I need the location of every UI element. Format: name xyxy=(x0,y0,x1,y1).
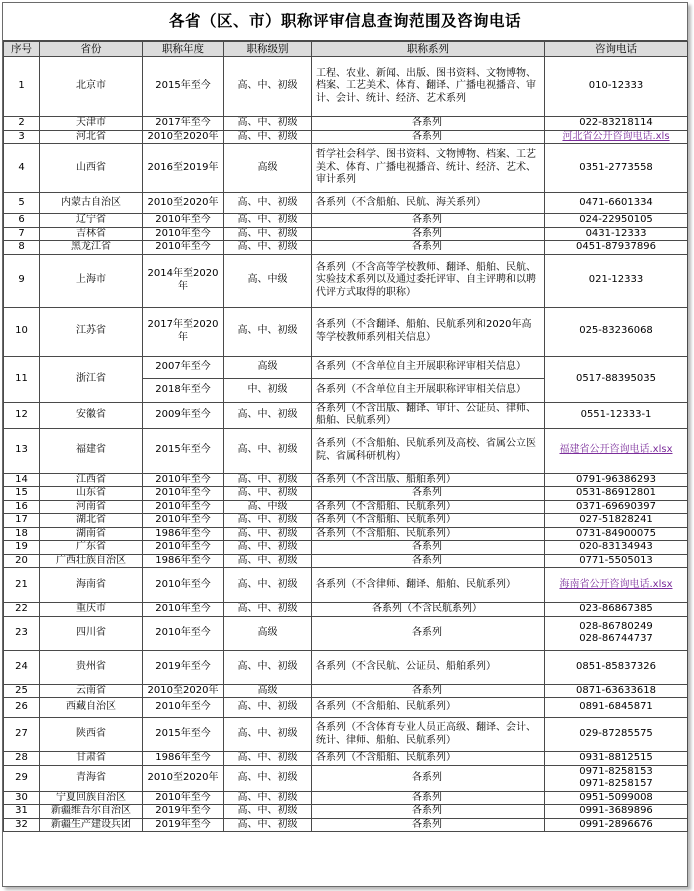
cell-province: 广东省 xyxy=(40,541,143,555)
phone-number: 0971-8258153 xyxy=(579,765,653,777)
cell-year: 2010至2020年 xyxy=(143,765,224,791)
header-year: 职称年度 xyxy=(143,42,224,57)
cell-level: 高、中级 xyxy=(224,254,312,307)
cell-province: 安徽省 xyxy=(40,402,143,428)
table-row xyxy=(4,791,688,805)
cell-province: 河北省 xyxy=(40,130,143,144)
table-row xyxy=(4,214,688,228)
cell-level: 高、中、初级 xyxy=(224,117,312,131)
cell-phone: 0451-87937896 xyxy=(545,241,688,255)
table-row xyxy=(4,514,688,528)
table-row xyxy=(4,568,688,603)
cell-no: 2 xyxy=(4,117,40,131)
cell-no: 19 xyxy=(4,541,40,555)
cell-year: 2010年至今 xyxy=(143,541,224,555)
document-page xyxy=(2,2,688,887)
cell-year: 2009年至今 xyxy=(143,402,224,428)
cell-level: 高、中、初级 xyxy=(224,698,312,718)
cell-series: 各系列 xyxy=(312,487,545,501)
cell-series: 各系列（不含律师、翻译、船舶、民航系列） xyxy=(312,568,545,603)
cell-year: 2010年至今 xyxy=(143,603,224,617)
cell-phone: 0371-69690397 xyxy=(545,500,688,514)
cell-phone: 020-83134943 xyxy=(545,541,688,555)
cell-level: 高、中、初级 xyxy=(224,527,312,541)
cell-province: 湖南省 xyxy=(40,527,143,541)
cell-province: 云南省 xyxy=(40,684,143,698)
cell-no: 1 xyxy=(4,57,40,117)
cell-no: 31 xyxy=(4,805,40,819)
cell-series: 各系列 xyxy=(312,241,545,255)
phone-number: 028-86780249 xyxy=(579,620,653,632)
cell-province: 天津市 xyxy=(40,117,143,131)
cell-no: 17 xyxy=(4,514,40,528)
table-row xyxy=(4,487,688,501)
cell-level: 高、中、初级 xyxy=(224,402,312,428)
cell-series: 各系列 xyxy=(312,117,545,131)
header-level: 职称级别 xyxy=(224,42,312,57)
cell-no: 13 xyxy=(4,428,40,473)
table-row xyxy=(4,765,688,791)
table-row xyxy=(4,650,688,684)
cell-series: 各系列（不含体育专业人员正高级、翻译、会计、统计、律师、船舶、民航系列） xyxy=(312,718,545,752)
cell-phone: 0351-2773558 xyxy=(545,144,688,193)
cell-no: 27 xyxy=(4,718,40,752)
cell-province: 湖北省 xyxy=(40,514,143,528)
cell-no: 5 xyxy=(4,193,40,214)
cell-phone: 0991-3689896 xyxy=(545,805,688,819)
table-row xyxy=(4,554,688,568)
cell-no: 32 xyxy=(4,818,40,832)
cell-phone: 0991-2896676 xyxy=(545,818,688,832)
cell-phone: 022-83218114 xyxy=(545,117,688,131)
cell-level: 高、中、初级 xyxy=(224,514,312,528)
cell-province: 新疆维吾尔自治区 xyxy=(40,805,143,819)
cell-level: 中、初级 xyxy=(224,378,312,402)
cell-level: 高级 xyxy=(224,616,312,650)
cell-series: 各系列 xyxy=(312,791,545,805)
cell-series: 各系列（不含船舶、民航系列） xyxy=(312,698,545,718)
cell-year: 2010年至今 xyxy=(143,616,224,650)
table-row xyxy=(4,144,688,193)
table-row xyxy=(4,818,688,832)
cell-no: 12 xyxy=(4,402,40,428)
cell-year: 2010年至今 xyxy=(143,791,224,805)
cell-phone: 0931-8812515 xyxy=(545,752,688,766)
cell-province: 辽宁省 xyxy=(40,214,143,228)
cell-year: 2010至2020年 xyxy=(143,130,224,144)
cell-phone: 0951-5099008 xyxy=(545,791,688,805)
cell-year: 2007年至今 xyxy=(143,356,224,378)
table-row xyxy=(4,307,688,356)
cell-province: 青海省 xyxy=(40,765,143,791)
cell-no: 29 xyxy=(4,765,40,791)
table-row xyxy=(4,684,688,698)
cell-no: 20 xyxy=(4,554,40,568)
cell-year: 2015年至今 xyxy=(143,57,224,117)
table-row xyxy=(4,254,688,307)
cell-no: 8 xyxy=(4,241,40,255)
page-title: 各省（区、市）职称评审信息查询范围及咨询电话 xyxy=(3,3,687,41)
cell-year: 2010至2020年 xyxy=(143,684,224,698)
cell-year: 2010年至今 xyxy=(143,241,224,255)
cell-phone: 0851-85837326 xyxy=(545,650,688,684)
cell-level: 高、中、初级 xyxy=(224,818,312,832)
cell-series: 哲学社会科学、图书资料、文物博物、档案、工艺美术、体育、广播电视播音、统计、经济、艺术、审计系列 xyxy=(312,144,545,193)
cell-year: 2010年至今 xyxy=(143,514,224,528)
cell-province: 山东省 xyxy=(40,487,143,501)
cell-no: 25 xyxy=(4,684,40,698)
cell-level: 高、中、初级 xyxy=(224,227,312,241)
cell-year: 2019年至今 xyxy=(143,650,224,684)
header-series: 职称系列 xyxy=(312,42,545,57)
table-header-row xyxy=(4,42,688,57)
cell-year: 2017年至2020年 xyxy=(143,307,224,356)
table-row xyxy=(4,356,688,378)
cell-series: 各系列（不含高等学校教师、翻译、船舶、民航、实验技术系列以及通过委托评审、自主评聘和以聘代评方式取得的职称） xyxy=(312,254,545,307)
cell-year: 2010年至今 xyxy=(143,500,224,514)
cell-no: 3 xyxy=(4,130,40,144)
table-row xyxy=(4,541,688,555)
cell-no: 11 xyxy=(4,356,40,402)
cell-series: 各系列 xyxy=(312,616,545,650)
cell-year: 2014年至2020年 xyxy=(143,254,224,307)
cell-level: 高、中、初级 xyxy=(224,791,312,805)
cell-phone: 0431-12333 xyxy=(545,227,688,241)
cell-year: 2015年至今 xyxy=(143,718,224,752)
cell-level: 高、中级 xyxy=(224,500,312,514)
cell-year: 2010年至今 xyxy=(143,473,224,487)
table-row xyxy=(4,117,688,131)
cell-province: 北京市 xyxy=(40,57,143,117)
cell-no: 28 xyxy=(4,752,40,766)
cell-no: 24 xyxy=(4,650,40,684)
cell-year: 1986年至今 xyxy=(143,752,224,766)
cell-series: 工程、农业、新闻、出版、图书资料、文物博物、档案、工艺美术、体育、翻译、广播电视播音、审计、会计、统计、经济、艺术系列 xyxy=(312,57,545,117)
cell-series: 各系列 xyxy=(312,684,545,698)
cell-province: 海南省 xyxy=(40,568,143,603)
cell-province: 重庆市 xyxy=(40,603,143,617)
cell-phone: 0791-96386293 xyxy=(545,473,688,487)
cell-level: 高、中、初级 xyxy=(224,487,312,501)
cell-level: 高、中、初级 xyxy=(224,541,312,555)
cell-level: 高、中、初级 xyxy=(224,428,312,473)
table-row xyxy=(4,752,688,766)
cell-level: 高、中、初级 xyxy=(224,603,312,617)
cell-province: 吉林省 xyxy=(40,227,143,241)
cell-phone: 027-51828241 xyxy=(545,514,688,528)
phone-file-link[interactable]: 河北省公开咨询电话.xls xyxy=(562,130,670,142)
cell-phone: 0471-6601334 xyxy=(545,193,688,214)
cell-province: 内蒙古自治区 xyxy=(40,193,143,214)
cell-no: 23 xyxy=(4,616,40,650)
table-row xyxy=(4,428,688,473)
cell-series: 各系列 xyxy=(312,214,545,228)
cell-series: 各系列（不含船舶、民航、海关系列） xyxy=(312,193,545,214)
info-table xyxy=(3,41,688,832)
cell-series: 各系列（不含单位自主开展职称评审相关信息） xyxy=(312,378,545,402)
table-row xyxy=(4,527,688,541)
cell-province: 江西省 xyxy=(40,473,143,487)
table-row xyxy=(4,402,688,428)
cell-province: 陕西省 xyxy=(40,718,143,752)
table-row xyxy=(4,241,688,255)
cell-year: 2010至2020年 xyxy=(143,193,224,214)
cell-year: 2010年至今 xyxy=(143,698,224,718)
cell-level: 高、中、初级 xyxy=(224,805,312,819)
cell-series: 各系列（不含民航系列） xyxy=(312,603,545,617)
cell-no: 22 xyxy=(4,603,40,617)
table-row xyxy=(4,500,688,514)
cell-year: 1986年至今 xyxy=(143,554,224,568)
cell-level: 高、中、初级 xyxy=(224,752,312,766)
cell-level: 高级 xyxy=(224,684,312,698)
cell-no: 14 xyxy=(4,473,40,487)
cell-year: 2010年至今 xyxy=(143,227,224,241)
cell-no: 21 xyxy=(4,568,40,603)
cell-phone: 0731-84900075 xyxy=(545,527,688,541)
phone-file-link[interactable]: 海南省公开咨询电话.xlsx xyxy=(559,578,673,590)
cell-no: 9 xyxy=(4,254,40,307)
cell-series: 各系列 xyxy=(312,130,545,144)
table-row xyxy=(4,718,688,752)
cell-phone xyxy=(545,130,688,144)
cell-no: 26 xyxy=(4,698,40,718)
cell-phone xyxy=(545,428,688,473)
cell-level: 高、中、初级 xyxy=(224,57,312,117)
table-row xyxy=(4,616,688,650)
cell-series: 各系列 xyxy=(312,227,545,241)
cell-level: 高级 xyxy=(224,144,312,193)
cell-province: 山西省 xyxy=(40,144,143,193)
table-row xyxy=(4,227,688,241)
phone-file-link[interactable]: 福建省公开咨询电话.xlsx xyxy=(559,444,673,456)
cell-level: 高、中、初级 xyxy=(224,650,312,684)
cell-province: 西藏自治区 xyxy=(40,698,143,718)
table-row xyxy=(4,57,688,117)
cell-level: 高、中、初级 xyxy=(224,554,312,568)
cell-province: 黑龙江省 xyxy=(40,241,143,255)
cell-phone: 0551-12333-1 xyxy=(545,402,688,428)
cell-province: 广西壮族自治区 xyxy=(40,554,143,568)
cell-no: 18 xyxy=(4,527,40,541)
cell-province: 江苏省 xyxy=(40,307,143,356)
cell-no: 15 xyxy=(4,487,40,501)
table-row xyxy=(4,473,688,487)
cell-level: 高、中、初级 xyxy=(224,130,312,144)
cell-series: 各系列 xyxy=(312,818,545,832)
cell-phone xyxy=(545,568,688,603)
cell-phone: 0771-5505013 xyxy=(545,554,688,568)
cell-series: 各系列 xyxy=(312,765,545,791)
cell-no: 10 xyxy=(4,307,40,356)
cell-series: 各系列 xyxy=(312,541,545,555)
cell-level: 高、中、初级 xyxy=(224,241,312,255)
cell-no: 4 xyxy=(4,144,40,193)
cell-province: 四川省 xyxy=(40,616,143,650)
cell-no: 7 xyxy=(4,227,40,241)
table-row xyxy=(4,603,688,617)
cell-series: 各系列（不含船舶、民航系列） xyxy=(312,500,545,514)
header-no: 序号 xyxy=(4,42,40,57)
cell-year: 1986年至今 xyxy=(143,527,224,541)
cell-phone: 029-87285575 xyxy=(545,718,688,752)
cell-province: 福建省 xyxy=(40,428,143,473)
cell-province: 新疆生产建设兵团 xyxy=(40,818,143,832)
table-row xyxy=(4,805,688,819)
cell-level: 高、中、初级 xyxy=(224,568,312,603)
table-row xyxy=(4,130,688,144)
cell-series: 各系列（不含船舶、民航系列） xyxy=(312,514,545,528)
cell-series: 各系列（不含出版、船舶系列） xyxy=(312,473,545,487)
cell-year: 2018年至今 xyxy=(143,378,224,402)
cell-level: 高、中、初级 xyxy=(224,214,312,228)
cell-level: 高级 xyxy=(224,356,312,378)
cell-series: 各系列 xyxy=(312,805,545,819)
cell-series: 各系列（不含翻译、船舶、民航系列和2020年高等学校教师系列相关信息） xyxy=(312,307,545,356)
cell-level: 高、中、初级 xyxy=(224,473,312,487)
cell-series: 各系列（不含船舶、民航系列） xyxy=(312,752,545,766)
cell-series: 各系列（不含船舶、民航系列） xyxy=(312,527,545,541)
table-row xyxy=(4,698,688,718)
cell-province: 上海市 xyxy=(40,254,143,307)
phone-number: 028-86744737 xyxy=(579,633,653,644)
cell-phone: 0871-63633618 xyxy=(545,684,688,698)
cell-phone: 0891-6845871 xyxy=(545,698,688,718)
cell-phone: 024-22950105 xyxy=(545,214,688,228)
cell-level: 高、中、初级 xyxy=(224,718,312,752)
cell-phone: 0517-88395035 xyxy=(545,356,688,402)
cell-province: 浙江省 xyxy=(40,356,143,402)
cell-phone: 025-83236068 xyxy=(545,307,688,356)
cell-year: 2010年至今 xyxy=(143,214,224,228)
cell-no: 16 xyxy=(4,500,40,514)
cell-phone xyxy=(545,765,688,791)
table-row xyxy=(4,193,688,214)
cell-series: 各系列（不含出版、翻译、审计、公证员、律师、船舶、民航系列） xyxy=(312,402,545,428)
cell-year: 2019年至今 xyxy=(143,818,224,832)
cell-phone: 0531-86912801 xyxy=(545,487,688,501)
cell-series: 各系列 xyxy=(312,554,545,568)
cell-province: 河南省 xyxy=(40,500,143,514)
cell-level: 高、中、初级 xyxy=(224,193,312,214)
header-province: 省份 xyxy=(40,42,143,57)
cell-year: 2010年至今 xyxy=(143,568,224,603)
phone-number: 0971-8258157 xyxy=(579,778,653,789)
cell-year: 2016至2019年 xyxy=(143,144,224,193)
cell-series: 各系列（不含单位自主开展职称评审相关信息） xyxy=(312,356,545,378)
cell-province: 贵州省 xyxy=(40,650,143,684)
cell-no: 6 xyxy=(4,214,40,228)
cell-phone xyxy=(545,616,688,650)
header-phone: 咨询电话 xyxy=(545,42,688,57)
cell-phone: 021-12333 xyxy=(545,254,688,307)
table-body xyxy=(4,57,688,832)
cell-province: 宁夏回族自治区 xyxy=(40,791,143,805)
cell-no: 30 xyxy=(4,791,40,805)
cell-year: 2015年至今 xyxy=(143,428,224,473)
cell-series: 各系列（不含船舶、民航系列及高校、省属公立医院、省属科研机构） xyxy=(312,428,545,473)
cell-phone: 023-86867385 xyxy=(545,603,688,617)
cell-phone: 010-12333 xyxy=(545,57,688,117)
cell-year: 2010年至今 xyxy=(143,487,224,501)
cell-level: 高、中、初级 xyxy=(224,307,312,356)
cell-level: 高、中、初级 xyxy=(224,765,312,791)
cell-series: 各系列（不含民航、公证员、船舶系列） xyxy=(312,650,545,684)
cell-year: 2019年至今 xyxy=(143,805,224,819)
cell-province: 甘肃省 xyxy=(40,752,143,766)
cell-year: 2017年至今 xyxy=(143,117,224,131)
